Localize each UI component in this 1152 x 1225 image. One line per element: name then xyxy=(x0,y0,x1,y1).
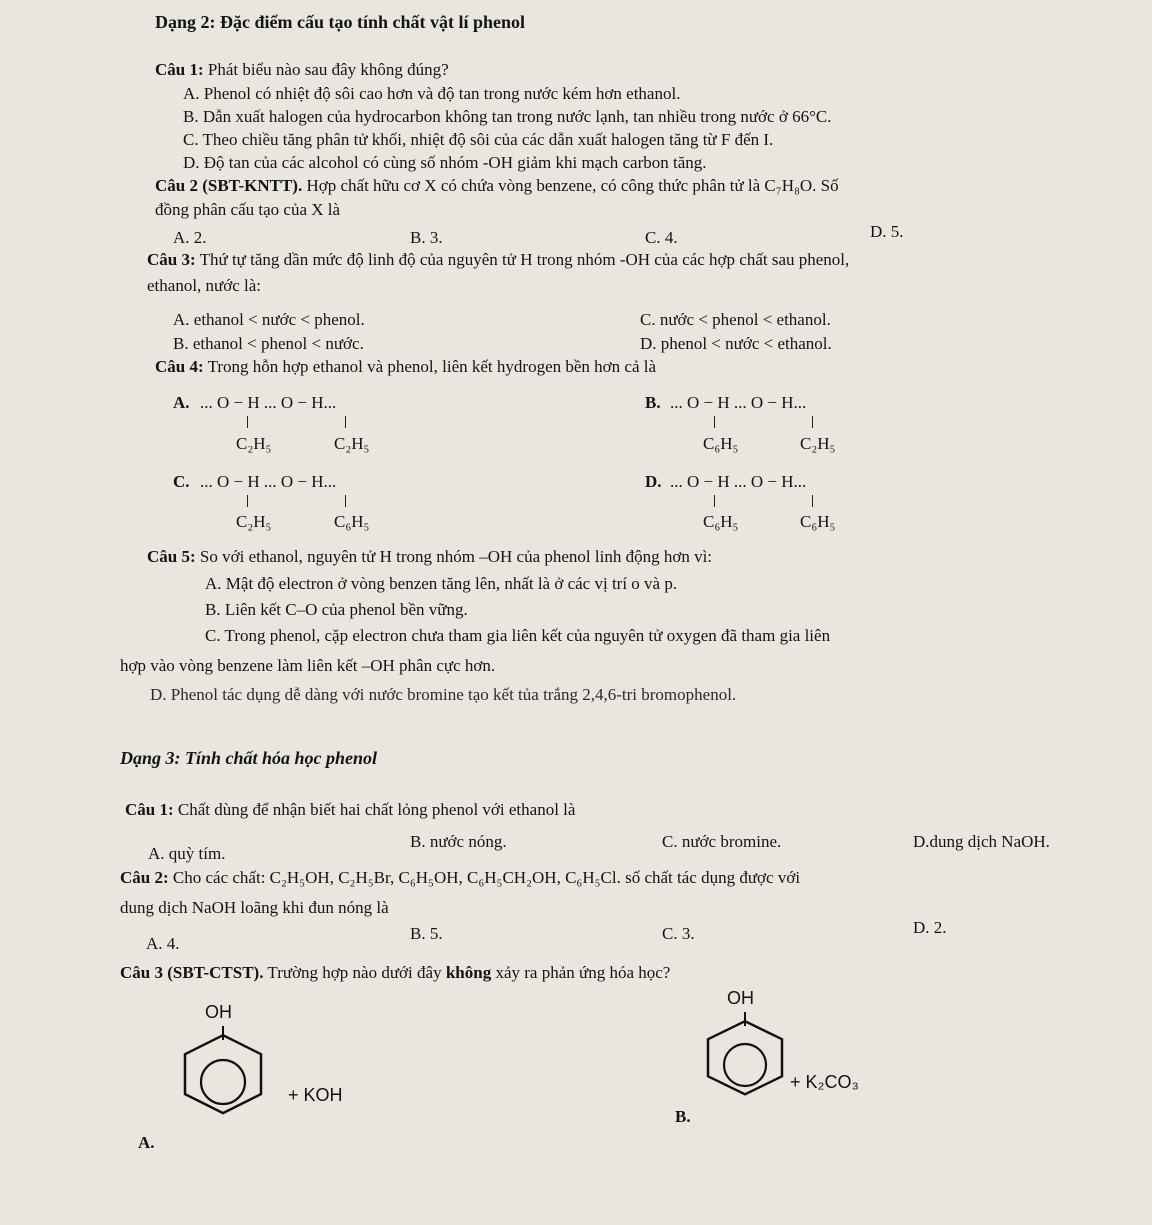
bond-line xyxy=(247,495,248,507)
substituent: C₆H₅ xyxy=(334,512,370,531)
question-3-cont: ethanol, nước là: xyxy=(147,276,262,295)
hbond-chain: ... O − H ... O − H... xyxy=(670,393,807,412)
option-d: D.dung dịch NaOH. xyxy=(913,832,1050,851)
option-d: D. Phenol tác dụng dễ dàng với nước bromine tạo kết tủa trắng 2,4,6-tri bromophenol. xyxy=(150,685,737,704)
option-c: C. 4. xyxy=(645,228,678,247)
option-d: D. 5. xyxy=(870,222,904,241)
option-b: B. Dẫn xuất halogen của hydrocarbon không tan trong nước lạnh, tan nhiều trong nước ở 66°C. xyxy=(183,107,832,126)
substituent: C₆H₅ xyxy=(800,512,836,531)
bond-line xyxy=(345,416,346,428)
option-d: D. Độ tan của các alcohol có cùng số nhóm -OH giảm khi mạch carbon tăng. xyxy=(183,153,707,172)
option-c-letter: C. xyxy=(173,472,190,491)
option-c: C. Theo chiều tăng phân tử khối, nhiệt độ sôi của các dẫn xuất halogen tăng từ F đến I. xyxy=(183,130,774,149)
question-1: Câu 1: Chất dùng để nhận biết hai chất lỏng phenol với ethanol là xyxy=(125,800,576,819)
bond-line xyxy=(247,416,248,428)
question-3: Câu 3: Thứ tự tăng dần mức độ linh độ của nguyên tử H trong nhóm -OH của các hợp chất sau phenol, xyxy=(147,250,850,269)
bond-line xyxy=(714,495,715,507)
section-title: Dạng 3: Tính chất hóa học phenol xyxy=(120,748,378,768)
hbond-chain: ... O − H ... O − H... xyxy=(200,472,337,491)
option-b: B. 5. xyxy=(410,924,443,943)
bond-line xyxy=(345,495,346,507)
option-a-letter: A. xyxy=(138,1133,155,1152)
question-2-cont: dung dịch NaOH loãng khi đun nóng là xyxy=(120,898,389,917)
hydroxyl-label: OH xyxy=(205,1002,232,1022)
option-b-letter: B. xyxy=(645,393,661,412)
question-2: Câu 2 (SBT-KNTT). Hợp chất hữu cơ X có chứa vòng benzene, có công thức phân tử là C₇H₈O. Số xyxy=(155,176,839,195)
section-title: Dạng 2: Đặc điểm cấu tạo tính chất vật lí phenol xyxy=(155,12,526,32)
option-c: C. 3. xyxy=(662,924,695,943)
question-4: Câu 4: Trong hỗn hợp ethanol và phenol, liên kết hydrogen bền hơn cả là xyxy=(155,357,657,376)
option-b-letter: B. xyxy=(675,1107,691,1126)
option-d-letter: D. xyxy=(645,472,662,491)
option-a: A. ethanol < nước < phenol. xyxy=(173,310,365,329)
substituent: C₂H₅ xyxy=(236,512,272,531)
option-c: C. nước < phenol < ethanol. xyxy=(640,310,831,329)
option-a: A. Phenol có nhiệt độ sôi cao hơn và độ tan trong nước kém hơn ethanol. xyxy=(183,84,681,103)
substituent: C₂H₅ xyxy=(334,434,370,453)
option-c: C. nước bromine. xyxy=(662,832,782,851)
substituent: C₆H₅ xyxy=(703,434,739,453)
option-a: A. 2. xyxy=(173,228,207,247)
reagent-label: + KOH xyxy=(288,1085,343,1105)
option-d: D. phenol < nước < ethanol. xyxy=(640,334,832,353)
substituent: C₂H₅ xyxy=(236,434,272,453)
bond-line xyxy=(812,495,813,507)
substituent: C₂H₅ xyxy=(800,434,836,453)
benzene-ring-icon xyxy=(702,1012,788,1104)
benzene-ring-icon xyxy=(178,1026,268,1122)
bond-line xyxy=(714,416,715,428)
option-c: C. Trong phenol, cặp electron chưa tham gia liên kết của nguyên tử oxygen đã tham gia liên xyxy=(205,626,831,645)
option-a-letter: A. xyxy=(173,393,190,412)
question-2-cont: đồng phân cấu tạo của X là xyxy=(155,200,341,219)
question-2: Câu 2: Cho các chất: C₂H₅OH, C₂H₅Br, C₆H₅OH, C₆H₅CH₂OH, C₆H₅Cl. số chất tác dụng được với xyxy=(120,868,801,887)
option-b: B. nước nóng. xyxy=(410,832,507,851)
option-d: D. 2. xyxy=(913,918,947,937)
option-b: B. ethanol < phenol < nước. xyxy=(173,334,364,353)
bond-line xyxy=(812,416,813,428)
option-a: A. Mật độ electron ở vòng benzen tăng lên, nhất là ở các vị trí o và p. xyxy=(205,574,678,593)
option-a: A. quỳ tím. xyxy=(148,844,226,863)
option-b: B. Liên kết C–O của phenol bền vững. xyxy=(205,600,468,619)
hbond-chain: ... O − H ... O − H... xyxy=(200,393,337,412)
option-a: A. 4. xyxy=(146,934,180,953)
question-5: Câu 5: So với ethanol, nguyên tử H trong nhóm –OH của phenol linh động hơn vì: xyxy=(147,547,713,566)
hbond-chain: ... O − H ... O − H... xyxy=(670,472,807,491)
reagent-label: + K₂CO₃ xyxy=(790,1072,859,1092)
substituent: C₆H₅ xyxy=(703,512,739,531)
option-b: B. 3. xyxy=(410,228,443,247)
hydroxyl-label: OH xyxy=(727,988,754,1008)
question-1: Câu 1: Phát biểu nào sau đây không đúng? xyxy=(155,60,449,79)
option-c-cont: hợp vào vòng benzene làm liên kết –OH phân cực hơn. xyxy=(120,656,496,675)
question-3: Câu 3 (SBT-CTST). Trường hợp nào dưới đây không xảy ra phản ứng hóa học? xyxy=(120,963,671,982)
